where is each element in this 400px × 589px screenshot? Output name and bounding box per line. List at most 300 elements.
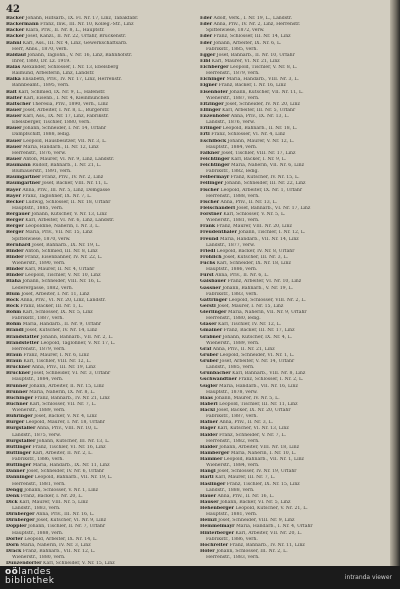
library-logo[interactable] <box>5 568 54 586</box>
entry-name: Eichinger <box>200 77 226 83</box>
entry-text: Maria, Handarb., II. Nr. 9, Urfahr <box>22 322 101 328</box>
entry-text: Franz, Schlosser, III. Nr. 14, Linz <box>213 34 291 40</box>
entry-text: Hauptstr., 1885, verh. <box>12 205 64 211</box>
entry-text: Johann, Kutscher, IX. Nr. 4, L. <box>222 334 293 340</box>
entry-text: Hauptstr., 1884, verh. <box>206 144 258 150</box>
entry-text: Karl, Maurer, II. Nr. 4, Urfahr <box>25 267 95 273</box>
logo-line-2: bibliothek <box>5 576 55 586</box>
entry-text: Maria, Handarb., VIII. Nr. 3, L. <box>226 77 299 83</box>
entry-name: Fröhlich <box>200 254 222 260</box>
entry-text: Johann, Arbeiter, VIII. Nr. 18, Linz <box>219 444 300 450</box>
entry-text: Hauptstr., 1878, verw. <box>206 389 258 395</box>
entry-text: Maria, Handarb., I. Nr. 4, Urfahr <box>236 524 313 530</box>
entry-text: Franz, Bäcker, I. Nr. 20, L. <box>20 493 83 499</box>
entry-text: Lederergasse, 1882, verh. <box>12 285 74 291</box>
entry-name: Buchner <box>6 401 29 407</box>
entry-text: Raimund, Arbeiterin, Linz, Landstr. <box>12 71 95 77</box>
entry-name: Bayer <box>6 187 21 193</box>
entry-name: Haberl <box>200 401 218 407</box>
entry-text: Josef, Kutscher, III. Nr. 3, L. <box>223 254 288 260</box>
entry-text: Leopold, Schlosser, VIII. Nr. 2, L. <box>228 297 306 303</box>
entry-name: Eigner <box>200 83 218 89</box>
entry-text: Josef, Schneider, IV. Nr. 20, Linz <box>225 101 300 107</box>
entry-name: Blum <box>6 291 20 297</box>
entry-text: Herrenstr., 1879, verh. <box>206 71 260 77</box>
entry-text: Anna, Priv., VIII. Nr. 10, L. <box>36 426 99 432</box>
entry-text: Fabrikstr., 1883, verh. <box>206 291 258 297</box>
entry-name: Buttinger <box>6 444 32 450</box>
entry-name: Eichberger <box>200 65 229 70</box>
entry-text: Anna, Priv., III. Nr. 5, Linz, Domgasse <box>22 187 110 193</box>
entry-name: Baumgartner <box>6 181 41 187</box>
entry-text: Landstr., 1877, verw. <box>206 242 255 248</box>
entry-name: Dick <box>6 499 18 505</box>
entry-name: Bühringer <box>6 414 33 420</box>
entry-text: Karl, Tischler, IV. Nr. 12, L. <box>218 322 282 328</box>
entry-name: Feichtinger <box>200 163 230 168</box>
entry-name: Haider <box>200 432 218 438</box>
entry-name: Höfer <box>200 548 215 554</box>
entry-name: Hackl <box>200 408 216 413</box>
entry-name: Bäcker <box>6 16 25 21</box>
entry-text: Karl, Ass., III. Nr. 4, Linz, Gewerkschaftsarb. <box>22 40 128 46</box>
entry-text: Josef, Kanzl., II. Nr. 22, Urfahr, Brückenstr. <box>25 34 127 40</box>
entry-text: Johann, Maurer, V. Nr. 12, L. <box>227 138 295 144</box>
entry-name: Hehenberger <box>200 506 234 511</box>
entry-name: Falkner <box>200 150 220 156</box>
entry-name: Gmainer <box>200 328 223 334</box>
entry-name: Hemmelmayr <box>200 524 235 530</box>
entry-name: Gaisbauer <box>200 279 227 285</box>
entry-name: Fürst <box>200 273 214 279</box>
entry-text: Josef, Schneider, VIII. Nr. 9, Linz <box>218 518 295 524</box>
entry-text: Rudolf, Bahnarb., I. Nr. 21, L. <box>32 163 102 168</box>
entry-name: Eschlböck <box>200 138 227 144</box>
entry-text: Johann, Kutscher, VII. Nr. 11, L. <box>229 89 304 95</box>
entry-name: Braun <box>6 359 22 364</box>
entry-text: Landstr., 1876, verw. <box>206 120 255 126</box>
entry-name: Bruckner <box>6 365 31 371</box>
entry-text: Josef, Maurer, I. Nr. 15, Linz <box>217 303 284 309</box>
entry-name: Bauer <box>6 114 22 119</box>
entry-name: Brandstätter <box>6 334 40 340</box>
entry-text: Karl, Arbeiter, VII. Nr. 20, L. <box>235 530 302 536</box>
page-gutter <box>390 0 400 566</box>
entry-name: Balt <box>6 89 17 95</box>
entry-text: Josef, Schneider, IV. Nr. 6, Urfahr <box>26 469 105 475</box>
entry-name: Haas <box>200 395 213 401</box>
entry-text: Leopold, Tischler, III. Nr. 11, Linz <box>219 401 298 407</box>
entry-name: Berger <box>6 230 24 236</box>
entry-name: Bauer <box>6 138 22 144</box>
entry-text: Ebelsberger, Tischler, 1880, verh. <box>12 120 91 126</box>
entry-text: Wienerstr., 1881, verh. <box>206 218 260 224</box>
entry-text: Herrenstr., 1888, verh. <box>206 193 260 199</box>
entry-text: Leopold, Bäcker, IV. Nr. 8, Urfahr <box>216 248 295 254</box>
entry-text: Hauptstr., 1886, verh. <box>206 267 258 273</box>
entry-name: Bäcker <box>6 34 25 40</box>
entry-name: Grünbacher <box>200 371 231 377</box>
entry-text: Johann, Schneider, III. Nr. 22, Linz <box>224 181 306 187</box>
entry-name: Grabner <box>200 334 222 340</box>
entry-text: Anna, Priv., VI. Nr. 20, Linz, Landstr. <box>20 297 106 303</box>
entry-name: Hinterberger <box>200 530 235 536</box>
entry-name: Böhm <box>6 322 22 328</box>
entry-text: Leopold, Schneider, VI. Nr. 1, L. <box>219 352 295 358</box>
entry-text: Franz, Tischler, IX. Nr. 15, Linz <box>226 481 300 487</box>
entry-name: Enzenhofer <box>200 114 230 119</box>
entry-name: Bahnl <box>6 40 22 46</box>
entry-name: Bernhard <box>6 242 31 248</box>
entry-text: Franz, Bäcker, I. Nr. 16, Linz <box>218 83 286 89</box>
viewer-footer <box>0 566 400 589</box>
entry-text: Leopold, Arbeiter, IX. Nr. 14, L. <box>24 536 98 542</box>
entry-name: Bock <box>6 297 19 303</box>
entry-text: Hauptstr., 1881, verh. <box>206 512 258 518</box>
entry-text: Maria, Handarb., IX. Nr. 11, Linz <box>32 463 110 469</box>
entry-text: Wienerstr., 1884, verh. <box>206 463 260 469</box>
entry-name: Hartl <box>200 475 214 481</box>
entry-text: Franz, Schlosser, I. Nr. 2, L. <box>238 377 304 383</box>
entry-text: Karl, Schneider, V. Nr. 15, Linz <box>43 561 115 566</box>
entry-name: Eder <box>200 16 213 21</box>
entry-text: Landstr., 1883, verh. <box>12 506 61 511</box>
entry-name: Buttinger <box>6 463 32 469</box>
entry-text: Karl, Eisenb., I. Nr. 4, Kleinmünchen <box>23 95 110 101</box>
entry-name: Eder <box>200 40 213 46</box>
entry-text: Karl, Ass., IX. Nr. 17, Linz, Fabrikstr. <box>23 114 109 119</box>
entry-text: Johann, Schneider, VIII. Nr. 16, L. <box>22 279 102 285</box>
entry-text: Johann, Bahnarb., V. Nr. 19, L. <box>222 285 294 291</box>
entry-name: Gierlinger <box>200 310 227 315</box>
entry-text: Adolf, Verk., I. Nr. 19, L., Landstr. <box>213 16 293 21</box>
entry-text: Josef, Schlosser, IV. Nr. 19, Urfahr <box>217 469 297 475</box>
entry-text: Leopold, Hausbesitzer, VII. Nr. 3, L. <box>23 138 107 144</box>
entry-text: Josef, Bäcker, VIII. Nr. 11, L. <box>41 181 109 187</box>
entry-text: Maria, Handarb., II. Nr. 12, Linz <box>23 144 99 150</box>
entry-name: Fischer <box>200 199 220 205</box>
entry-text: Wienerstr., 1880, verh. <box>12 555 66 560</box>
entry-name: Dorn <box>6 542 19 548</box>
entry-text: Leopold, Bahnarb., VII. Nr. 19, L. <box>34 475 113 481</box>
entry-text: Josef, Arbeiter, V. Nr. 14, Urfahr <box>219 359 295 364</box>
entry-name: Feichtinger <box>200 156 230 162</box>
entry-text: Maria, Handarb., VII. Nr. 16, Linz <box>219 383 298 389</box>
entry-name: Burgstaller <box>6 426 36 432</box>
entry-name: Freund <box>200 236 219 242</box>
entry-text: Johann, Bahnarb., VII. Nr. 2, L. <box>40 334 113 340</box>
entry-text: Josef, Bahnarb., II. Nr. 10, Urfahr <box>216 52 295 58</box>
entry-text: Johann, Schlosser, V. Nr. 1, Linz <box>24 487 99 493</box>
entry-name: Glaser <box>200 322 217 328</box>
entry-text: Maria, Näherin, IX. Nr. 8, L. <box>29 389 95 395</box>
entry-name: Eitzinger <box>200 101 224 107</box>
entry-text: Wienerstr., 1889, verh. <box>206 340 260 346</box>
entry-name: Ertl <box>200 132 210 138</box>
entry-name: Danner <box>6 469 25 475</box>
entry-name: Brunner <box>6 389 28 395</box>
entry-text: Josef, Bahnarb., IX. Nr. 19, L. <box>31 242 101 248</box>
entry-text: Wienerstr., 1887, verh. <box>206 95 260 101</box>
entry-text: Herrenstr., 1880, ledig. <box>206 316 261 322</box>
entry-name: Bayer <box>6 193 21 199</box>
entry-name: Drack <box>6 548 22 554</box>
entry-name: Burgstaller <box>6 438 36 444</box>
entry-text: Anna, Priv., III. Nr. 19, Linz <box>31 365 96 371</box>
entry-text: Herr, Ahns., 1870, verh. <box>12 46 69 52</box>
entry-name: Baltscher <box>6 101 31 107</box>
entry-text: Franz, Eisenbahner, IV. Nr. 22, L. <box>25 254 103 260</box>
entry-text: Fabrikstr., 1886, verh. <box>12 457 64 462</box>
entry-text: Johann, Arbeiter, II. Nr. 15, Linz <box>29 383 104 389</box>
entry-text: Leopoldine, Näherin, I. Nr. 3, L. <box>25 224 100 230</box>
entry-text: Herrenstr., 1879, verh. <box>12 346 66 352</box>
entry-text: Johann, Maurer, IV. Nr. 5, L. <box>214 395 280 401</box>
entry-text: Josef, Schneider, VI. Nr. 3, Urfahr <box>31 371 111 377</box>
entry-name: Bauer <box>6 107 22 113</box>
entry-text: Wienerstr., 1889, verh. <box>12 408 66 413</box>
entry-text: Herrenstr., 1883, verh. <box>206 555 260 560</box>
entry-text: Leopold, Taglöhner, V. Nr. 17, L. <box>40 340 116 346</box>
entry-text: Johann, Taglöhn., V. Nr. 16, Linz, Bahnhofstr. <box>27 52 133 58</box>
entry-text: Maria, Handarb., VII. Nr. 14, Linz <box>219 236 299 242</box>
entry-name: Böhm <box>6 310 22 315</box>
entry-text: Franz, Arbeiter, VI. Nr. 10, Linz <box>227 279 302 285</box>
entry-text: Anton, Maurer, VI. Nr. 9, Linz, Landstr. <box>23 156 115 162</box>
entry-name: Burger <box>6 420 25 426</box>
entry-text: Franz, Bahnarb., VII. Nr. 12, L. <box>22 548 96 554</box>
entry-text: Leopold, Maurer, I. Nr. 18, Urfahr <box>25 420 105 426</box>
entry-text: Leopold, Bahnarb., II. Nr. 18, L. <box>222 126 298 132</box>
entry-text: Anna, Priv., IX. Nr. 13, L. <box>230 114 289 119</box>
entry-name: Dorfer <box>6 536 23 542</box>
entry-text: Anna, Priv., II. Nr. 16, L. <box>217 493 275 499</box>
entry-name: Friedl <box>200 248 216 254</box>
entry-name: Baumann <box>6 163 31 168</box>
entry-text: Johann, Kutscher, III. Nr. 13, L. <box>36 438 110 444</box>
entry-name: Graf <box>200 346 212 352</box>
entry-text: Elisabeth, Priv., IV. Nr. 17, Linz, Herrenstr. <box>22 77 122 83</box>
entry-name: Fuchs <box>200 261 216 266</box>
entry-text: Franz, Inw., III. Nr. 10, Kolleg.-Str., Linz <box>40 22 134 28</box>
entry-text: Josef, Bahnarb., VI. Nr. 17, Linz <box>236 205 311 211</box>
entry-text: Karl, Arbeiter, VI. Nr. 6, Linz, Landstr. <box>25 218 115 224</box>
entry-text: Wienerstr., 1890, verh. <box>12 261 66 266</box>
entry-text: Karl, Bahnarb., VIII. Nr. 8, Linz <box>232 371 306 377</box>
entry-text: Ludwig, Schlosser, II. Nr. 18, Urfahr <box>25 199 111 205</box>
entry-text: Leopold, Tischler, V. Nr. 10, Linz <box>25 273 101 279</box>
entry-text: Franz, Taglöhner, IX. Nr. 7, L. <box>22 193 92 199</box>
entry-text: Fabrikstr., 1887, verh. <box>12 316 64 322</box>
entry-name: Dirnberger <box>6 518 35 524</box>
entry-text: Karl, Schlosser, IX. Nr. 5, Linz <box>22 310 93 315</box>
entry-name: Hamberger <box>200 450 230 456</box>
entry-name: Hager <box>200 426 216 432</box>
entry-name: Egger <box>200 52 216 58</box>
entry-name: Blaha <box>6 279 21 285</box>
entry-text: Spittelwiese, 1872, verw. <box>206 28 265 34</box>
entry-text: Franz, Schneider, V. Nr. 7, L. <box>219 432 287 438</box>
entry-text: Franz, Maurer, VIII. Nr. 20, Linz <box>216 224 292 230</box>
entry-name: Bauer <box>6 156 22 162</box>
entry-name: Dengg <box>6 487 23 493</box>
entry-name: Binder <box>6 248 24 254</box>
entry-name: Eder <box>200 22 213 28</box>
entry-name: Balter <box>6 95 23 101</box>
entry-text: Franz, Bäcker, III. Nr. 1, L. <box>20 303 83 309</box>
entry-text: Landstr., 1888, verh. <box>206 487 255 493</box>
entry-text: Johann, Tischler, II. Nr. 7, Urfahr <box>28 524 106 530</box>
entry-name: Danninger <box>6 475 34 481</box>
entry-text: Herrenstr., 1882, verh. <box>206 438 260 444</box>
entry-name: Fellinger <box>200 181 224 187</box>
logo-suffix: landes <box>18 567 52 577</box>
entry-name: Bruckner <box>6 371 31 377</box>
entry-text: Leopold, Arbeiter, IX. Nr. 1, Urfahr <box>220 187 303 193</box>
entry-text: Karl, Tischler, VIII. Nr. 12, L. <box>23 359 92 364</box>
entry-text: Maria, Priv., VII. Nr. 15, Linz <box>25 230 93 236</box>
entry-name: Hauser <box>200 499 219 505</box>
entry-name: Gattringer <box>200 297 228 303</box>
entry-text: Hauptstr., 1884, verh. <box>12 377 64 383</box>
entry-text: Karl, Kutscher, VI. Nr. 13, Linz <box>217 426 289 432</box>
entry-text: Alexander, Schlosser, I. Nr. 13, Ebelsberg <box>21 65 119 70</box>
entry-text: Johann, Kutscher, V. Nr. 13, Linz <box>31 212 107 217</box>
entry-name: Gschwandtner <box>200 377 237 383</box>
entry-text: Blumauerstr., 1891, verh. <box>12 169 72 175</box>
entry-name: Hauer <box>200 493 216 499</box>
entry-text: Josef, Bäcker, IX. Nr. 20, Urfahr <box>216 408 291 413</box>
entry-text: Leopold, Kutscher, V. Nr. 21, L. <box>235 506 308 511</box>
entry-text: Franz, Schlosser, VI. Nr. 4, Linz <box>211 132 286 138</box>
entry-text: Josef, Kutscher, IV. Nr. 14, Linz <box>25 328 98 334</box>
entry-name: Gugler <box>200 383 218 389</box>
right-column <box>200 16 386 561</box>
entry-name: Brandstetter <box>6 340 40 346</box>
entry-text: Karl, Schlosser, VII. Nr. 7, L. <box>29 401 97 407</box>
entry-name: Binder <box>6 254 24 260</box>
entry-name: Dirnberger <box>6 512 35 518</box>
logo-prefix: oö <box>5 567 19 577</box>
entry-text: Klara, Priv., II. Nr. 8, L., Hauptstr. <box>25 28 105 34</box>
entry-name: Hangl <box>200 469 216 475</box>
entry-text: Franz, Priv., IV. Nr. 2, Linz <box>41 175 104 181</box>
entry-text: Fabrikstr., 1885, verh. <box>206 46 258 52</box>
entry-name: Bauer <box>6 126 22 132</box>
entry-name: Eder <box>200 34 213 40</box>
entry-text: Karl, Schmied, IX. Nr. 9, L., Hafenstr. <box>18 89 106 95</box>
entry-text: Johann, Arbeiter, IX. Nr. 6, L. <box>213 40 282 46</box>
entry-text: Johann, Bäcker, VI. Nr. 5, Linz <box>220 499 291 505</box>
entry-text: Leopold, Bahnarb., VII. Nr. 1, Linz <box>223 457 304 462</box>
entry-name: Forstner <box>200 212 222 217</box>
entry-text: Karl, Maurer, VI. Nr. 21, Linz <box>211 58 280 64</box>
entry-name: Eibl <box>200 58 211 64</box>
entry-name: Hafner <box>200 420 218 426</box>
entry-text: Herrenstr., 1876, verw. <box>12 150 67 156</box>
viewer-label[interactable]: intranda viewer <box>344 574 392 581</box>
entry-name: Hammer <box>200 457 223 462</box>
entry-name: Gruber <box>200 352 219 358</box>
entry-name: Binder <box>6 273 24 279</box>
entry-name: Bäckermann <box>6 22 39 28</box>
entry-name: Buchinger <box>6 395 33 401</box>
entry-text: Karl, Arbeiter, III. Nr. 5, Urfahr <box>222 107 296 113</box>
directory-entry <box>200 555 386 561</box>
entry-name: Bergauer <box>6 212 31 217</box>
entry-text: Karl, Schlosser, V. Nr. 5, L. <box>223 212 286 217</box>
entry-name: Braun <box>6 352 22 358</box>
entry-text: Johann, Schneider, I. Nr. 14, Urfahr <box>23 126 107 132</box>
left-column <box>6 16 188 566</box>
entry-name: Bäcker <box>6 28 25 34</box>
page-number: 42 <box>6 4 20 15</box>
entry-name: Baumgartner <box>6 175 41 181</box>
entry-text: Fabrikstr., 1887, verh. <box>206 414 258 420</box>
entry-text: Dampfschiff, 1888, ledig. <box>12 132 71 138</box>
entry-text: Franz, Maurer, I. Nr. 6, Linz <box>23 352 89 358</box>
entry-text: Fabrikstr., 1886, verh. <box>206 536 258 542</box>
entry-name: Frank <box>200 224 216 230</box>
entry-name: Balka <box>6 77 21 83</box>
entry-name: Buttinger <box>6 450 32 456</box>
entry-text: Johann, Tischler, I. Nr. 12, L. <box>238 230 306 236</box>
entry-text: Anna, Priv., II. Nr. 21, Linz <box>212 346 275 352</box>
entry-name: Eisenhofer <box>200 89 228 95</box>
entry-text: Josef, Kutscher, VI. Nr. 9, Linz <box>36 518 106 524</box>
entry-text: Anton, Schmied, III. Nr. 8, Linz <box>25 248 98 254</box>
entry-name: Becker <box>6 199 25 205</box>
entry-name: Gassner <box>200 285 221 291</box>
entry-text: Maria, Näherin, VII. Nr. 9, Urfahr <box>227 310 307 315</box>
entry-name: Ellinger <box>200 107 221 113</box>
entry-text: Landstr., 1885, verh. <box>206 365 255 371</box>
entry-name: Felbermayr <box>200 175 230 181</box>
entry-name: Freudenthaler <box>200 230 237 236</box>
entry-name: Haslinger <box>200 481 226 487</box>
entry-text: Hauptstr., 1888, verh. <box>12 530 64 536</box>
entry-text: Josef, Arbeiter, I. Nr. 8, L., Bürgerstr. <box>23 107 110 113</box>
entry-name: Gerstl <box>200 303 216 309</box>
entry-name: Brandl <box>6 328 24 334</box>
entry-text: Bahnbeamt., 1895, verh. <box>12 83 70 89</box>
entry-text: Karl, Bäcker, I. Nr. 9, L. <box>231 156 287 162</box>
entry-name: Gruber <box>200 359 219 364</box>
entry-name: Berger <box>6 218 24 224</box>
entry-name: Doppler <box>6 524 27 530</box>
entry-text: Spittelwiese, 1870, verw. <box>12 236 71 242</box>
entry-text: Leopold, Tischler, V. Nr. 8, L. <box>229 65 298 70</box>
entry-name: Baldauf <box>6 52 27 58</box>
entry-text: Franz, Bahnarb., IV. Nr. 21, Linz <box>34 395 110 401</box>
entry-name: Dunzendorfer <box>6 561 42 566</box>
entry-name: Balas <box>6 65 21 70</box>
entry-text: Maria, Näherin, IV. Nr. 3, Linz <box>20 542 91 548</box>
entry-text: Karl, Maurer, VIII. Nr. 5, Linz <box>19 499 88 505</box>
entry-text: Franz, Bahnarb., IV. Nr. 11, Linz <box>229 542 305 548</box>
entry-text: Theresia, Priv., 1890, verh., Linz <box>32 101 108 107</box>
entry-text: Anna, Priv., II. Nr. 3, L. <box>219 420 274 426</box>
entry-text: Herrenstr., 1881, verh. <box>12 481 66 487</box>
entry-text: Karl, Arbeiter, II. Nr. 2, L. <box>32 450 93 456</box>
entry-name: Heinzl <box>200 518 217 524</box>
entry-name: Brunner <box>6 383 28 389</box>
entry-text: Anna, Priv., II. Nr. 6, L. <box>215 273 269 279</box>
entry-text: Maria, Näherin, I. Nr. 10, L. <box>230 450 297 456</box>
entry-name: Berger <box>6 224 24 230</box>
entry-name: Böck <box>6 303 19 309</box>
entry-text: Maria, Näherin, VII. Nr. 6, Linz <box>231 163 305 168</box>
